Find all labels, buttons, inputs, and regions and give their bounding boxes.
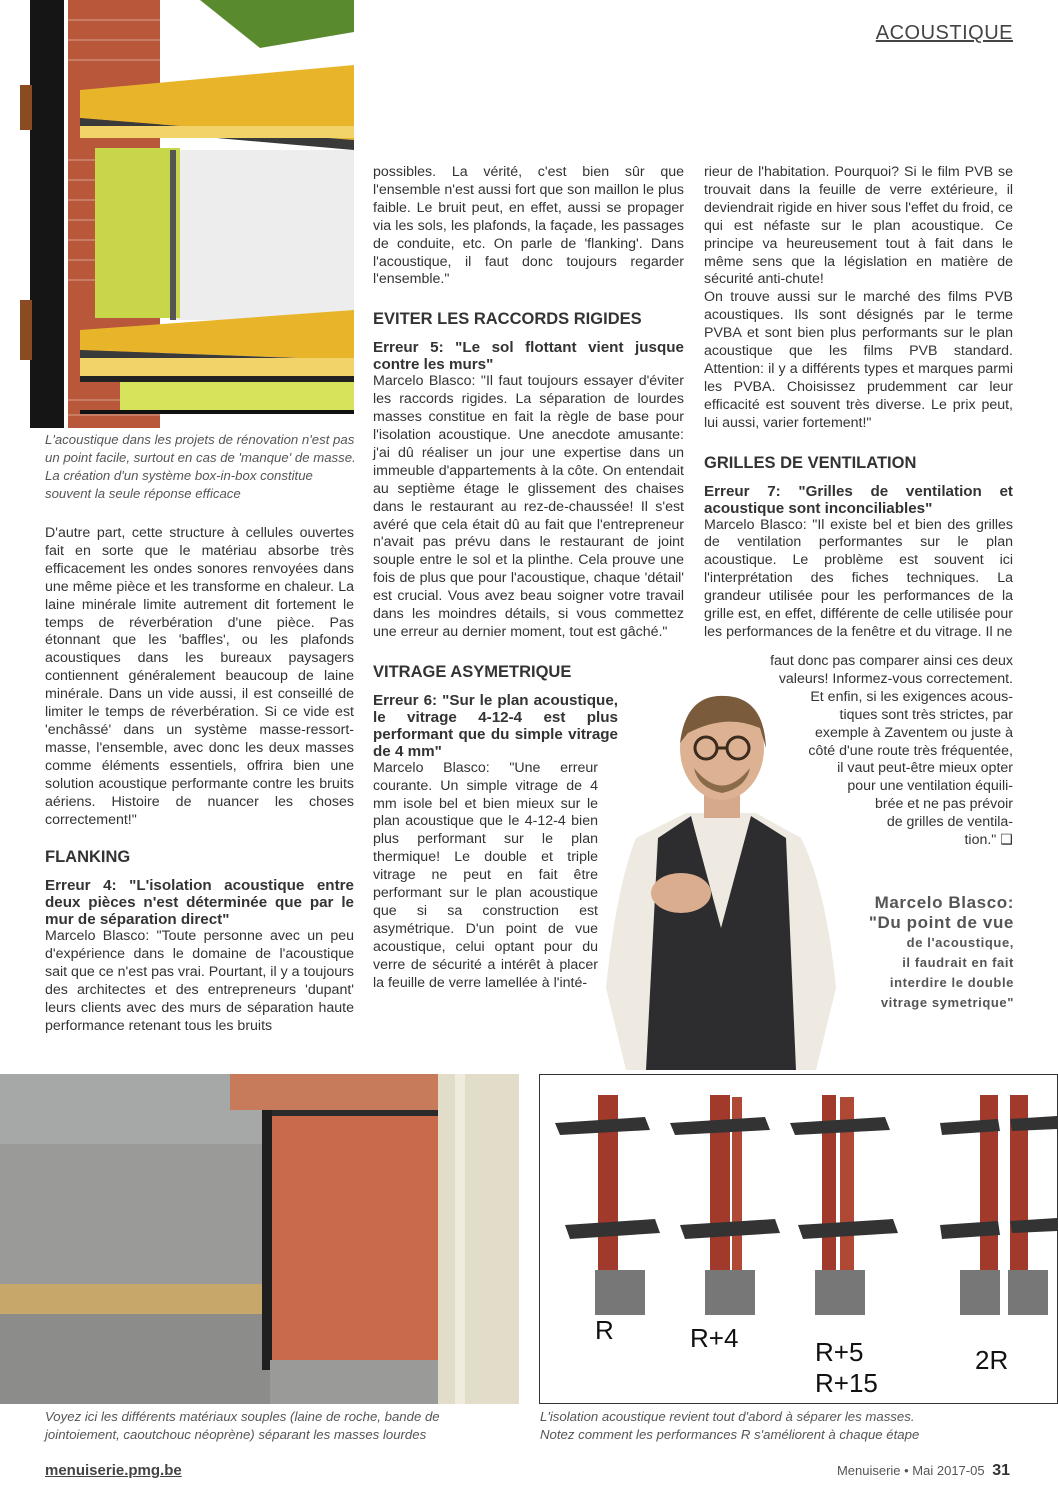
section-heading-raccords: EVITER LES RACCORDS RIGIDES [373, 310, 642, 329]
text-line: de grilles de ventila- [886, 814, 1013, 831]
r-value-diagram [539, 1074, 1058, 1404]
diagram-label-r: R [595, 1315, 614, 1345]
pull-quote-line: "Du point de vue [868, 913, 1014, 932]
body-paragraph: Marcelo Blasco: "Il existe bel et bien des grilles de ventilation performantes sur le plan acoustique. Le problème est souvent ici l'interprétation des fiches techniques. La grandeur utilisée pour les performances de la grille est, en effet, différente de celle utilisée pour les performances de la fenêtre et du vitrage. Il ne [704, 516, 1013, 640]
body-paragraph: Marcelo Blasco: "Une erreur courante. Un simple vitrage de 4 mm isole bel et bien mieux sur le plan acoustique que le 4-12-4 bien plus performant sur le plan thermique! Le double et triple vitrage ne peut en fait être performant sur le plan acoustique que si sa construction est asymétrique. D'un point de vue acoustique, celui optant pour du verre de sécurité a intérêt à placer la feuille de verre lamellée à l'inté- [373, 759, 598, 991]
wall-structure-r-plus-5 [790, 1095, 898, 1315]
footer-issue [837, 1462, 1010, 1480]
wall-structure-2r [940, 1095, 1057, 1315]
error-heading-7: Erreur 7: "Grilles de ventilation et acoustique sont inconciliables" [704, 482, 1013, 517]
diagram-label-r4: R+4 [690, 1323, 739, 1353]
materials-photo [0, 1074, 519, 1404]
diagram-label-r5: R+5 [815, 1337, 864, 1367]
speaker-portrait [596, 688, 846, 1070]
section-tag: ACOUSTIQUE [875, 22, 1013, 44]
footer-website-link[interactable]: menuiserie.pmg.be [45, 1462, 182, 1479]
page-number: 31 [992, 1462, 1010, 1479]
box-in-box-illustration [20, 0, 354, 428]
text-line: faut donc pas comparer ainsi ces deux [770, 653, 1013, 669]
column-3 [704, 164, 1013, 642]
section-heading-grilles: GRILLES DE VENTILATION [704, 453, 917, 472]
footer-issue-text: Menuiserie • Mai 2017-05 [836, 1463, 985, 1478]
error-heading-4: Erreur 4: "L'isolation acoustique entre deux pièces n'est déterminée que par le mur de séparation direct" [45, 877, 354, 929]
body-paragraph: On trouve aussi sur le marché des films PVB acoustiques. Ils sont désignés par le terme PVBA et sont bien plus performants sur le plan acoustique que les films PVB standard. Attention: il y a différents types et marques parmi les PVBA. Choisissez prudemment car leur efficacité est souvent très diverse. Le prix peut, lui aussi, varier fortement!" [704, 289, 1013, 431]
text-line: il vaut peut-être mieux opter [837, 760, 1013, 777]
text-line: Et enfin, si les exigences acous- [810, 688, 1013, 705]
body-paragraph: possibles. La vérité, c'est bien sûr que l'ensemble n'est aussi fort que son maillon le plus faible. Le bruit peut, en effet, aussi se propager via les sols, les plafonds, la façade, les passages de conduite, etc. On parle de 'flanking'. Dans l'acoustique, il faut donc toujours regarder l'ensemble." [373, 164, 684, 288]
error-heading-5: Erreur 5: "Le sol flottant vient jusque contre les murs" [373, 339, 684, 374]
pull-quote [834, 893, 1014, 1013]
column-1 [45, 525, 354, 1036]
pull-quote-line: interdire le double [889, 975, 1014, 990]
pull-quote-name: Marcelo Blasco: [874, 893, 1014, 912]
text-line: exemple à Zaventem ou juste à [815, 724, 1013, 741]
pull-quote-line: vitrage symetrique" [880, 995, 1014, 1010]
diagram-label-r15: R+15 [815, 1368, 878, 1398]
section-heading-vitrage: VITRAGE ASYMETRIQUE [373, 662, 572, 681]
text-line: tiques sont très strictes, par [839, 706, 1013, 723]
pull-quote-line: il faudrait en fait [902, 955, 1014, 970]
error-heading-6: Erreur 6: "Sur le plan acoustique, le vitrage 4-12-4 est plus performant que du simple vitrage de 4 mm" [373, 691, 618, 760]
wall-structure-r-plus-4 [670, 1095, 780, 1315]
wall-structure-r [555, 1095, 660, 1315]
text-line: brée et ne pas prévoir [874, 796, 1013, 813]
text-line: tion." ❑ [964, 832, 1013, 849]
text-line: côté d'une route très fréquentée, [808, 742, 1013, 759]
section-heading-flanking: FLANKING [45, 848, 131, 867]
body-paragraph: rieur de l'habitation. Pourquoi? Si le film PVB se trouvait dans la feuille de verre extérieure, il deviendrait rigide en hiver sous l'effet du froid, ce qui est néfaste sur le plan acoustique. Ce principe va heureusement tout à fait dans le même sens que la législation en matière de sécurité anti-chute! [704, 164, 1013, 288]
caption-bottom-left: Voyez ici les différents matériaux souples (laine de roche, bande de jointoiement, caoutchouc néoprène) séparant les masses lourdes [45, 1409, 440, 1442]
body-paragraph: Marcelo Blasco: "Il faut toujours essayer d'éviter les raccords rigides. La séparation de lourdes masses constitue en fait la règle de base pour l'isolation acoustique. Une anecdote amusante: j'ai dû réaliser un jour une expertise dans un immeuble d'appartements à la côte. On entendait au septième étage le glissement des chaises dans le restaurant au rez-de-chaussée! Il s'est avéré que cela était dû au fait que l'entrepreneur n'avait pas prévu dans le restaurant de joint souple entre le sol et la plinthe. Cela prouve une fois de plus que pour l'acoustique, chaque 'détail' est crucial. Vous avez beau soigner votre travail dans les moindres détails, si vous commettez une erreur au dernier moment, tout est gâché." [373, 373, 684, 640]
caption-top-left: L'acoustique dans les projets de rénovation n'est pas un point facile, surtout en cas de 'manque' de masse. La création d'un système box-in-box constitue souvent la seule réponse efficace [45, 432, 356, 501]
diagram-label-2r: 2R [975, 1345, 1009, 1375]
text-line: pour une ventilation équili- [847, 778, 1013, 795]
pull-quote-line: de l'acoustique, [906, 935, 1014, 950]
caption-bottom-right: L'isolation acoustique revient tout d'abord à séparer les masses. Notez comment les performances R s'améliorent à chaque étape [540, 1409, 920, 1442]
body-paragraph: Marcelo Blasco: "Toute personne avec un peu d'expérience dans le domaine de l'acoustique sait que ce n'est pas vrai. Pourtant, il y a toujours des architectes et des entrepreneurs 'dupant' leurs clients avec des murs de séparation haute performance retenant tous les bruits [45, 928, 354, 1034]
text-line: valeurs! Informez-vous correctement. [778, 670, 1013, 687]
body-paragraph: D'autre part, cette structure à cellules ouvertes fait en sorte que le matériau absorbe très efficacement les ondes sonores renvoyées dans une même pièce et les transforme en chaleur. La laine minérale limite autrement dit fortement le temps de réverbération d'une pièce. Pas étonnant que les 'baffles', ou les plafonds acoustiques dans les bureaux paysagers contiennent généralement beaucoup de laine minérale. Dans un vide aussi, il est conseillé de limiter le temps de réverbération. Si ce vide est 'enchâssé' dans un système masse-ressort-masse, l'ensemble, avec donc les deux masses comme éléments essentiels, offrira bien une solution acoustique performante contre les bruits aériens. Histoire de nuancer les choses correctement!" [45, 525, 354, 828]
